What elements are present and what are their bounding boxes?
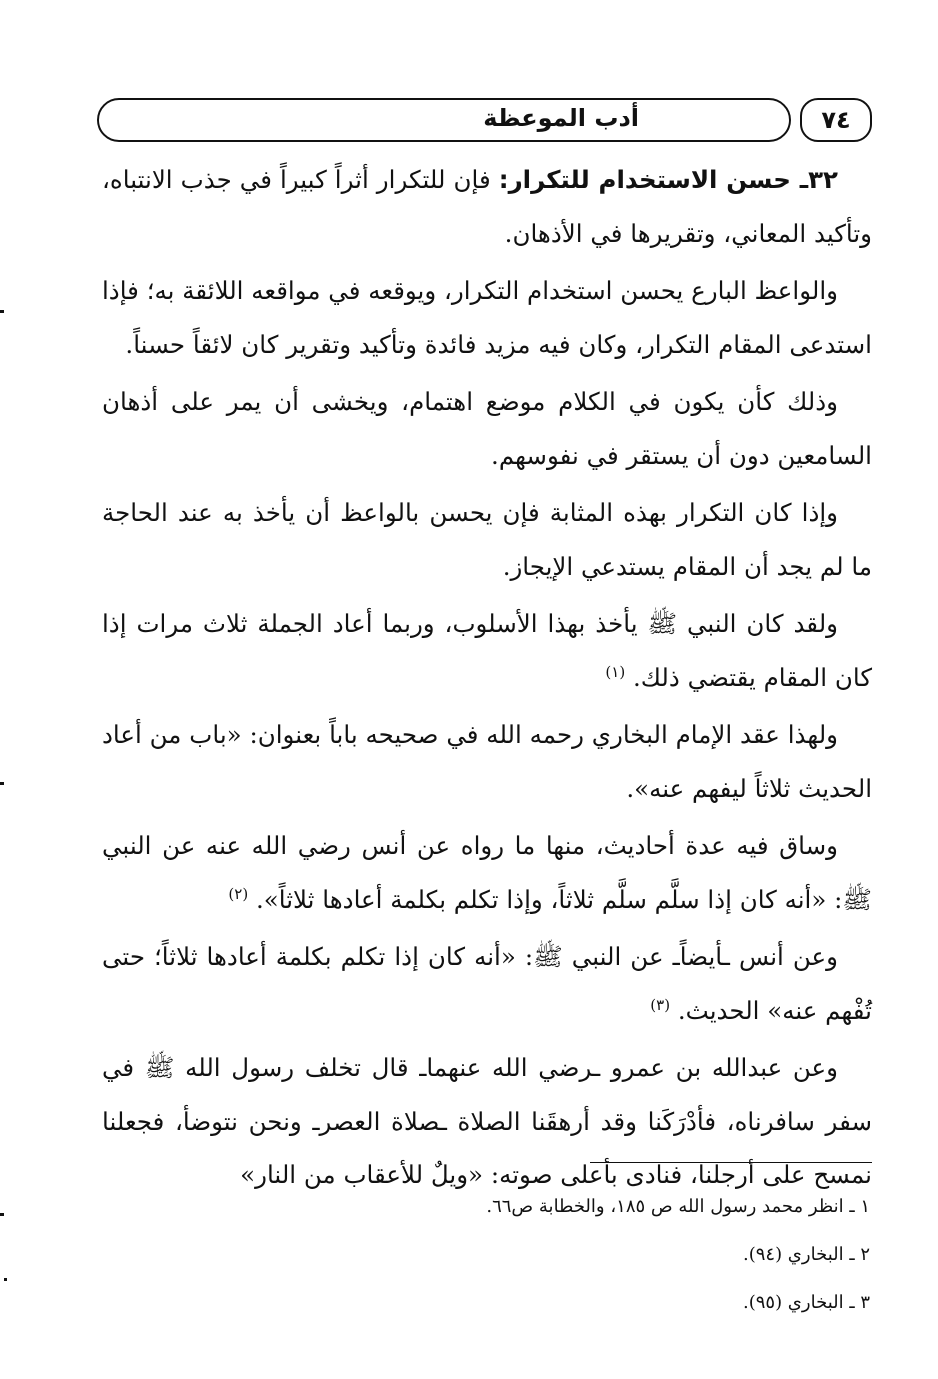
scan-mark [4,1278,7,1281]
running-title: أدب الموعظة [483,104,639,132]
footnote-ref-3[interactable]: (٣) [650,995,671,1014]
page-header [97,98,875,146]
section-heading: ٣٢ـ حسن الاستخدام للتكرار: [498,165,838,194]
footnotes [102,1183,872,1327]
footnote-ref-1[interactable]: (١) [605,662,626,681]
scan-mark [0,1213,4,1216]
paragraph-3: وذلك كأن يكون في الكلام موضع اهتمام، ويخشى أن يمر على أذهان السامعين دون أن يستقر في نفوسهم. [102,387,872,470]
paragraph-7-text: وساق فيه عدة أحاديث، منها ما رواه عن أنس رضي الله عنه عن النبي ﷺ: «أنه كان إذا سلَّم سلَّم ثلاثاً، وإذا تكلم بكلمة أعادها ثلاثاً». [102,831,872,914]
paragraph-6: ولهذا عقد الإمام البخاري رحمه الله في صحيحه باباً بعنوان: «باب من أعاد الحديث ثلاثاً ليفهم عنه». [102,720,872,803]
footnote-1: ١ ـ انظر محمد رسول الله ص ١٨٥، والخطابة ص٦٦. [486,1196,870,1217]
footnote-2: ٢ ـ البخاري (٩٤). [742,1244,870,1265]
paragraph-8-text: وعن أنس ـأيضاًـ عن النبي ﷺ: «أنه كان إذا تكلم بكلمة أعادها ثلاثاً؛ حتى تُفْهم عنه» الحديث. [102,942,872,1025]
paragraph-1 [102,153,872,260]
paragraph-8 [102,930,872,1037]
paragraph-7 [102,819,872,926]
paragraph-5 [102,597,872,704]
paragraph-1-text: فإن للتكرار أثراً كبيراً في جذب الانتباه، وتأكيد المعاني، وتقريرها في الأذهان. [102,165,872,248]
body-text [102,153,872,1206]
page-number: ٧٤ [800,98,872,142]
paragraph-2: والواعظ البارع يحسن استخدام التكرار، ويوقعه في مواقعه اللائقة به؛ فإذا استدعى المقام التكرار، وكان فيه مزيد فائدة وتأكيد وتقرير كان لائقاً حسناً. [102,276,872,359]
footnote-3: ٣ ـ البخاري (٩٥). [742,1292,870,1313]
footnote-separator [590,1162,872,1163]
scan-mark [0,782,4,785]
paragraph-9: وعن عبدالله بن عمرو ـرضي الله عنهماـ قال تخلف رسول الله ﷺ في سفر سافرناه، فأدْرَكَنا وقد أرهقَنا الصلاة ـصلاة العصرـ ونحن نتوضأ، فجعلنا نمسح على أرجلنا، فنادى بأعلى صوته: «ويلٌ للأعقاب من النار» [102,1053,872,1189]
running-title-frame [97,98,791,142]
paragraph-4: وإذا كان التكرار بهذه المثابة فإن يحسن بالواعظ أن يأخذ به عند الحاجة ما لم يجد أن المقام يستدعي الإيجاز. [102,498,872,581]
footnote-ref-2[interactable]: (٢) [228,884,249,903]
paragraph-5-text: ولقد كان النبي ﷺ يأخذ بهذا الأسلوب، وربما أعاد الجملة ثلاث مرات إذا كان المقام يقتضي ذلك. [102,609,872,692]
scan-mark [0,310,4,313]
